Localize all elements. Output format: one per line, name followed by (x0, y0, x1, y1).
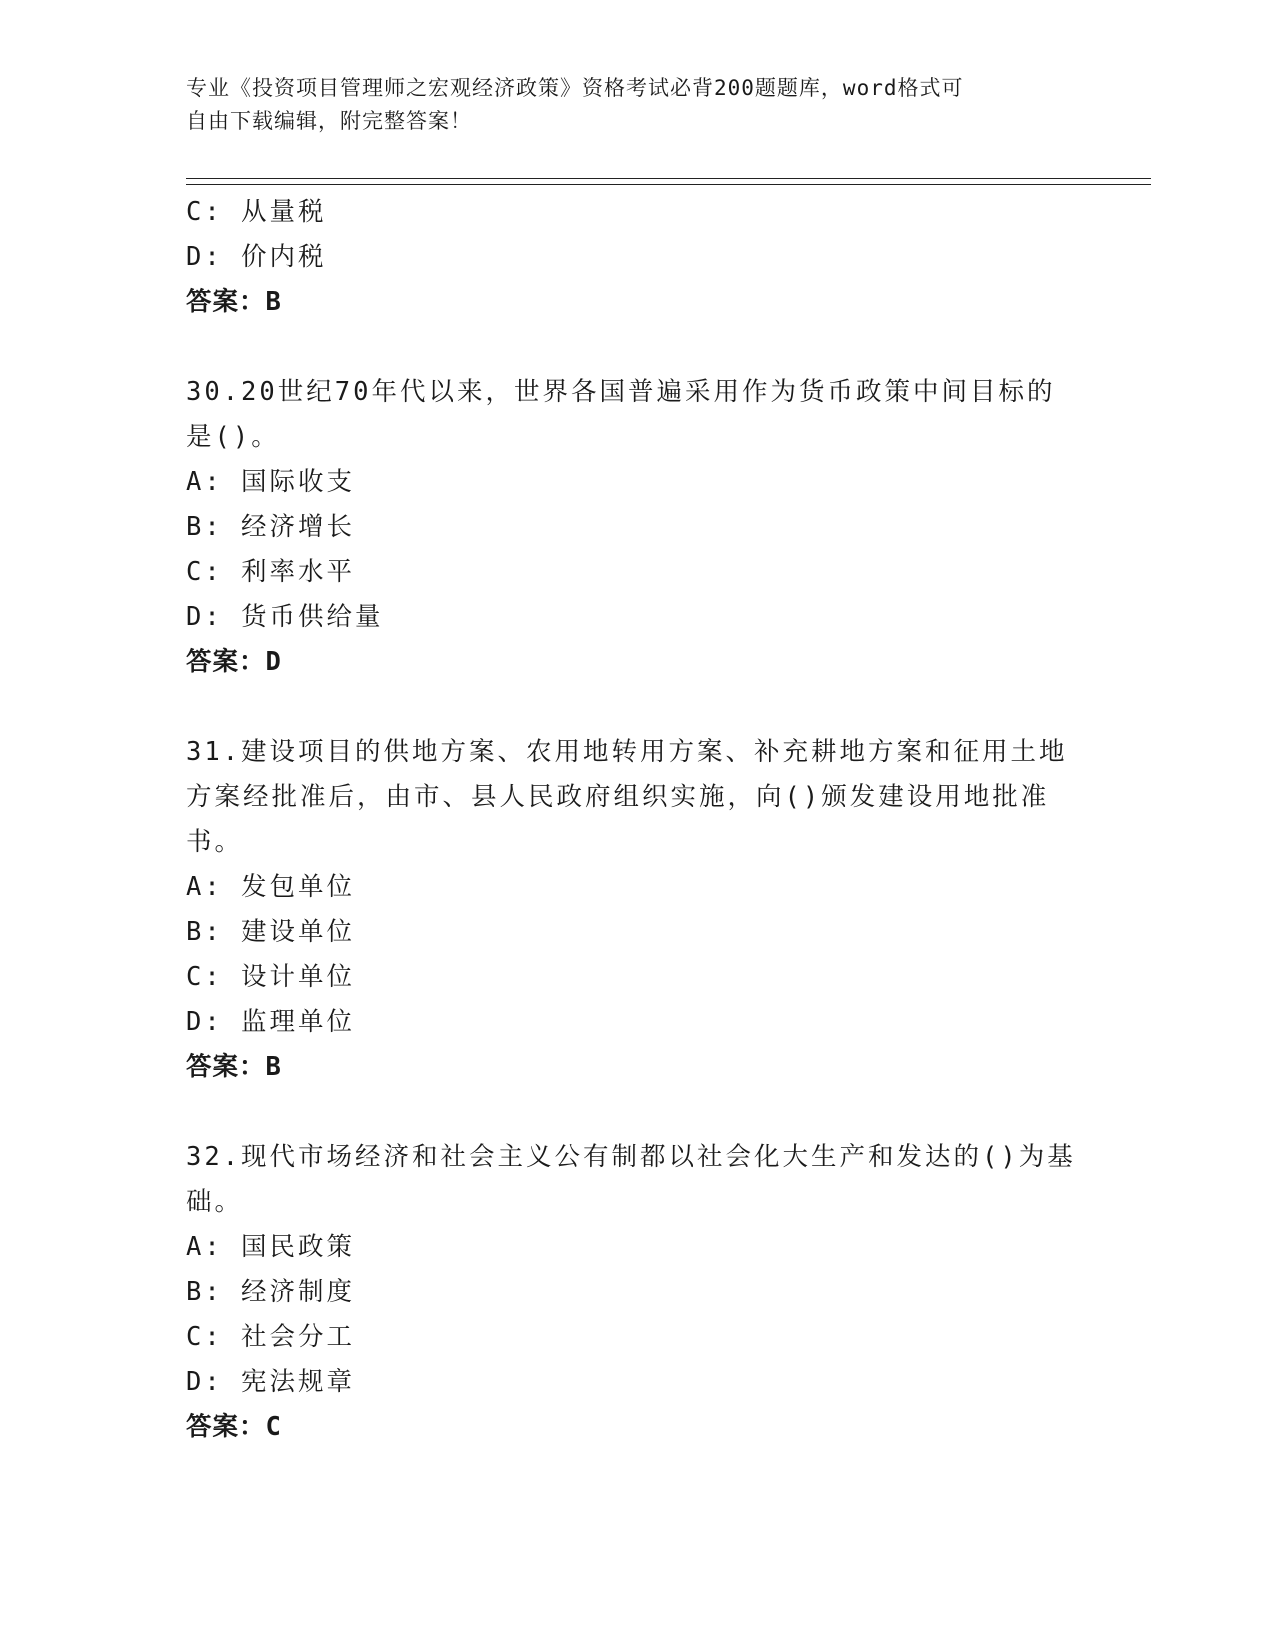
option-d: D: 宪法规章 (186, 1367, 356, 1397)
question-text: 方案经批准后，由市、县人民政府组织实施，向()颁发建设用地批准 (186, 782, 1050, 812)
header-divider (186, 178, 1151, 185)
option-c: C: 从量税 (186, 197, 327, 227)
question-text: 30.20世纪70年代以来，世界各国普遍采用作为货币政策中间目标的 (186, 377, 1056, 407)
answer: 答案：B (186, 287, 282, 317)
spacer (186, 685, 1086, 730)
previous-question-tail (186, 190, 1086, 325)
header-title-line-1: 专业《投资项目管理师之宏观经济政策》资格考试必背200题题库，word格式可 (186, 76, 964, 100)
answer: 答案：B (186, 1052, 282, 1082)
option-c: C: 社会分工 (186, 1322, 356, 1352)
option-b: B: 建设单位 (186, 917, 356, 947)
option-d: D: 价内税 (186, 242, 327, 272)
header-title-line-2: 自由下载编辑，附完整答案！ (186, 109, 472, 133)
document-header (186, 72, 1066, 138)
question-32 (186, 1135, 1086, 1450)
question-30 (186, 370, 1086, 685)
option-a: A: 国民政策 (186, 1232, 356, 1262)
option-c: C: 利率水平 (186, 557, 356, 587)
option-a: A: 国际收支 (186, 467, 356, 497)
option-b: B: 经济增长 (186, 512, 356, 542)
question-text: 书。 (186, 827, 244, 857)
option-d: D: 监理单位 (186, 1007, 356, 1037)
answer: 答案：C (186, 1412, 282, 1442)
question-text: 础。 (186, 1187, 244, 1217)
option-b: B: 经济制度 (186, 1277, 356, 1307)
question-31 (186, 730, 1086, 1090)
question-list (186, 190, 1086, 1450)
question-text: 31.建设项目的供地方案、农用地转用方案、补充耕地方案和征用土地 (186, 737, 1068, 767)
question-text: 是()。 (186, 422, 280, 452)
answer: 答案：D (186, 647, 282, 677)
option-a: A: 发包单位 (186, 872, 356, 902)
option-c: C: 设计单位 (186, 962, 356, 992)
spacer (186, 325, 1086, 370)
option-d: D: 货币供给量 (186, 602, 384, 632)
spacer (186, 1090, 1086, 1135)
question-text: 32.现代市场经济和社会主义公有制都以社会化大生产和发达的()为基 (186, 1142, 1076, 1172)
